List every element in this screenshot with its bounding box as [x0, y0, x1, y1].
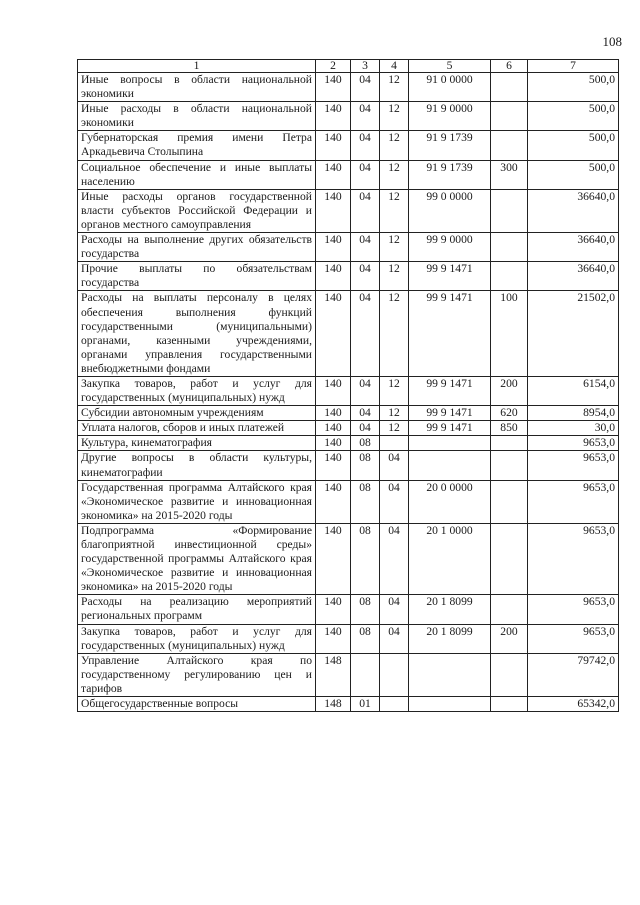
ministry-code: 140: [316, 233, 351, 262]
section-code: 04: [351, 406, 380, 421]
section-code: 04: [351, 233, 380, 262]
subsection-code: 12: [380, 421, 409, 436]
row-name: Расходы на выполнение других обязательств государства: [78, 233, 316, 262]
subsection-code: 12: [380, 291, 409, 377]
subsection-code: [380, 653, 409, 696]
target-article: [409, 436, 491, 451]
amount: 30,0: [528, 421, 619, 436]
amount: 500,0: [528, 102, 619, 131]
section-code: 01: [351, 697, 380, 712]
table-row: [78, 480, 619, 523]
ministry-code: 140: [316, 291, 351, 377]
subsection-code: 12: [380, 73, 409, 102]
section-code: 08: [351, 523, 380, 594]
target-article: [409, 653, 491, 696]
section-code: 04: [351, 376, 380, 405]
ministry-code: 140: [316, 102, 351, 131]
subsection-code: 12: [380, 131, 409, 160]
section-code: 04: [351, 131, 380, 160]
row-name: Иные расходы в области национальной экономики: [78, 102, 316, 131]
column-header: 3: [351, 60, 380, 73]
expense-type: 200: [491, 376, 528, 405]
table-body: [78, 73, 619, 712]
row-name: Иные расходы органов государственной власти субъектов Российской Федерации и органов местного самоуправления: [78, 189, 316, 232]
subsection-code: 12: [380, 160, 409, 189]
ministry-code: 140: [316, 436, 351, 451]
table-row: [78, 160, 619, 189]
ministry-code: 140: [316, 624, 351, 653]
table-row: [78, 73, 619, 102]
section-code: 08: [351, 436, 380, 451]
target-article: 99 0 0000: [409, 189, 491, 232]
amount: 9653,0: [528, 595, 619, 624]
ministry-code: 140: [316, 480, 351, 523]
subsection-code: 04: [380, 480, 409, 523]
expense-type: [491, 451, 528, 480]
budget-table: [77, 59, 619, 712]
target-article: 91 0 0000: [409, 73, 491, 102]
expense-type: 300: [491, 160, 528, 189]
ministry-code: 140: [316, 160, 351, 189]
subsection-code: 12: [380, 406, 409, 421]
row-name: Расходы на выплаты персоналу в целях обеспечения выполнения функций государственными (муниципальными) органами, казенными учреждениями, органами управления государственными внебюджетными фондами: [78, 291, 316, 377]
row-name: Закупка товаров, работ и услуг для государственных (муниципальных) нужд: [78, 376, 316, 405]
amount: 9653,0: [528, 624, 619, 653]
amount: 6154,0: [528, 376, 619, 405]
column-header: 7: [528, 60, 619, 73]
row-name: Уплата налогов, сборов и иных платежей: [78, 421, 316, 436]
expense-type: [491, 131, 528, 160]
table-header-row: [78, 60, 619, 73]
subsection-code: 04: [380, 595, 409, 624]
expense-type: 620: [491, 406, 528, 421]
table-row: [78, 291, 619, 377]
target-article: 91 9 1739: [409, 131, 491, 160]
expense-type: [491, 189, 528, 232]
table-row: [78, 451, 619, 480]
ministry-code: 140: [316, 595, 351, 624]
expense-type: [491, 523, 528, 594]
expense-type: [491, 480, 528, 523]
target-article: 99 9 0000: [409, 233, 491, 262]
amount: 500,0: [528, 131, 619, 160]
section-code: 04: [351, 160, 380, 189]
target-article: 99 9 1471: [409, 291, 491, 377]
amount: 36640,0: [528, 262, 619, 291]
expense-type: [491, 102, 528, 131]
row-name: Подпрограмма «Формирование благоприятной инвестиционной среды» государственной программы Алтайского края «Экономическое развитие и инновационная экономика» на 2015-2020 годы: [78, 523, 316, 594]
section-code: 04: [351, 421, 380, 436]
row-name: Общегосударственные вопросы: [78, 697, 316, 712]
table-row: [78, 102, 619, 131]
table-row: [78, 376, 619, 405]
subsection-code: 12: [380, 189, 409, 232]
subsection-code: [380, 697, 409, 712]
section-code: 04: [351, 262, 380, 291]
target-article: 99 9 1471: [409, 421, 491, 436]
ministry-code: 140: [316, 189, 351, 232]
section-code: 04: [351, 189, 380, 232]
section-code: 04: [351, 102, 380, 131]
column-header: 1: [78, 60, 316, 73]
amount: 8954,0: [528, 406, 619, 421]
amount: 9653,0: [528, 480, 619, 523]
expense-type: 850: [491, 421, 528, 436]
target-article: 20 1 0000: [409, 523, 491, 594]
row-name: Прочие выплаты по обязательствам государства: [78, 262, 316, 291]
expense-type: [491, 262, 528, 291]
expense-type: [491, 233, 528, 262]
ministry-code: 140: [316, 376, 351, 405]
ministry-code: 148: [316, 697, 351, 712]
table-row: [78, 189, 619, 232]
subsection-code: 12: [380, 102, 409, 131]
row-name: Закупка товаров, работ и услуг для государственных (муниципальных) нужд: [78, 624, 316, 653]
table-row: [78, 697, 619, 712]
ministry-code: 140: [316, 421, 351, 436]
subsection-code: 04: [380, 523, 409, 594]
ministry-code: 140: [316, 73, 351, 102]
expense-type: [491, 697, 528, 712]
amount: 500,0: [528, 160, 619, 189]
expense-type: 200: [491, 624, 528, 653]
ministry-code: 140: [316, 523, 351, 594]
column-header: 2: [316, 60, 351, 73]
table-row: [78, 262, 619, 291]
table-row: [78, 131, 619, 160]
row-name: Государственная программа Алтайского края «Экономическое развитие и инновационная экономика» на 2015-2020 годы: [78, 480, 316, 523]
subsection-code: 04: [380, 451, 409, 480]
expense-type: [491, 595, 528, 624]
table-row: [78, 624, 619, 653]
expense-type: 100: [491, 291, 528, 377]
section-code: 08: [351, 595, 380, 624]
subsection-code: 04: [380, 624, 409, 653]
target-article: 99 9 1471: [409, 406, 491, 421]
ministry-code: 140: [316, 131, 351, 160]
target-article: [409, 451, 491, 480]
subsection-code: [380, 436, 409, 451]
section-code: 04: [351, 73, 380, 102]
table-row: [78, 406, 619, 421]
section-code: [351, 653, 380, 696]
table-row: [78, 653, 619, 696]
row-name: Субсидии автономным учреждениям: [78, 406, 316, 421]
amount: 500,0: [528, 73, 619, 102]
row-name: Расходы на реализацию мероприятий региональных программ: [78, 595, 316, 624]
target-article: 20 1 8099: [409, 624, 491, 653]
row-name: Социальное обеспечение и иные выплаты населению: [78, 160, 316, 189]
target-article: 20 1 8099: [409, 595, 491, 624]
page-number: 108: [602, 34, 622, 49]
target-article: [409, 697, 491, 712]
ministry-code: 148: [316, 653, 351, 696]
row-name: Управление Алтайского края по государственному регулированию цен и тарифов: [78, 653, 316, 696]
row-name: Иные вопросы в области национальной экономики: [78, 73, 316, 102]
section-code: 08: [351, 480, 380, 523]
table-row: [78, 421, 619, 436]
target-article: 91 9 0000: [409, 102, 491, 131]
amount: 9653,0: [528, 451, 619, 480]
column-header: 6: [491, 60, 528, 73]
subsection-code: 12: [380, 376, 409, 405]
row-name: Губернаторская премия имени Петра Аркадьевича Столыпина: [78, 131, 316, 160]
ministry-code: 140: [316, 406, 351, 421]
amount: 36640,0: [528, 189, 619, 232]
expense-type: [491, 653, 528, 696]
target-article: 99 9 1471: [409, 262, 491, 291]
column-header: 4: [380, 60, 409, 73]
subsection-code: 12: [380, 262, 409, 291]
table-row: [78, 436, 619, 451]
expense-type: [491, 436, 528, 451]
target-article: 91 9 1739: [409, 160, 491, 189]
table-row: [78, 233, 619, 262]
target-article: 99 9 1471: [409, 376, 491, 405]
table-row: [78, 523, 619, 594]
section-code: 08: [351, 624, 380, 653]
ministry-code: 140: [316, 451, 351, 480]
amount: 9653,0: [528, 523, 619, 594]
amount: 21502,0: [528, 291, 619, 377]
amount: 65342,0: [528, 697, 619, 712]
row-name: Культура, кинематография: [78, 436, 316, 451]
subsection-code: 12: [380, 233, 409, 262]
target-article: 20 0 0000: [409, 480, 491, 523]
row-name: Другие вопросы в области культуры, кинематографии: [78, 451, 316, 480]
table-row: [78, 595, 619, 624]
section-code: 08: [351, 451, 380, 480]
expense-type: [491, 73, 528, 102]
amount: 36640,0: [528, 233, 619, 262]
section-code: 04: [351, 291, 380, 377]
ministry-code: 140: [316, 262, 351, 291]
column-header: 5: [409, 60, 491, 73]
amount: 9653,0: [528, 436, 619, 451]
amount: 79742,0: [528, 653, 619, 696]
